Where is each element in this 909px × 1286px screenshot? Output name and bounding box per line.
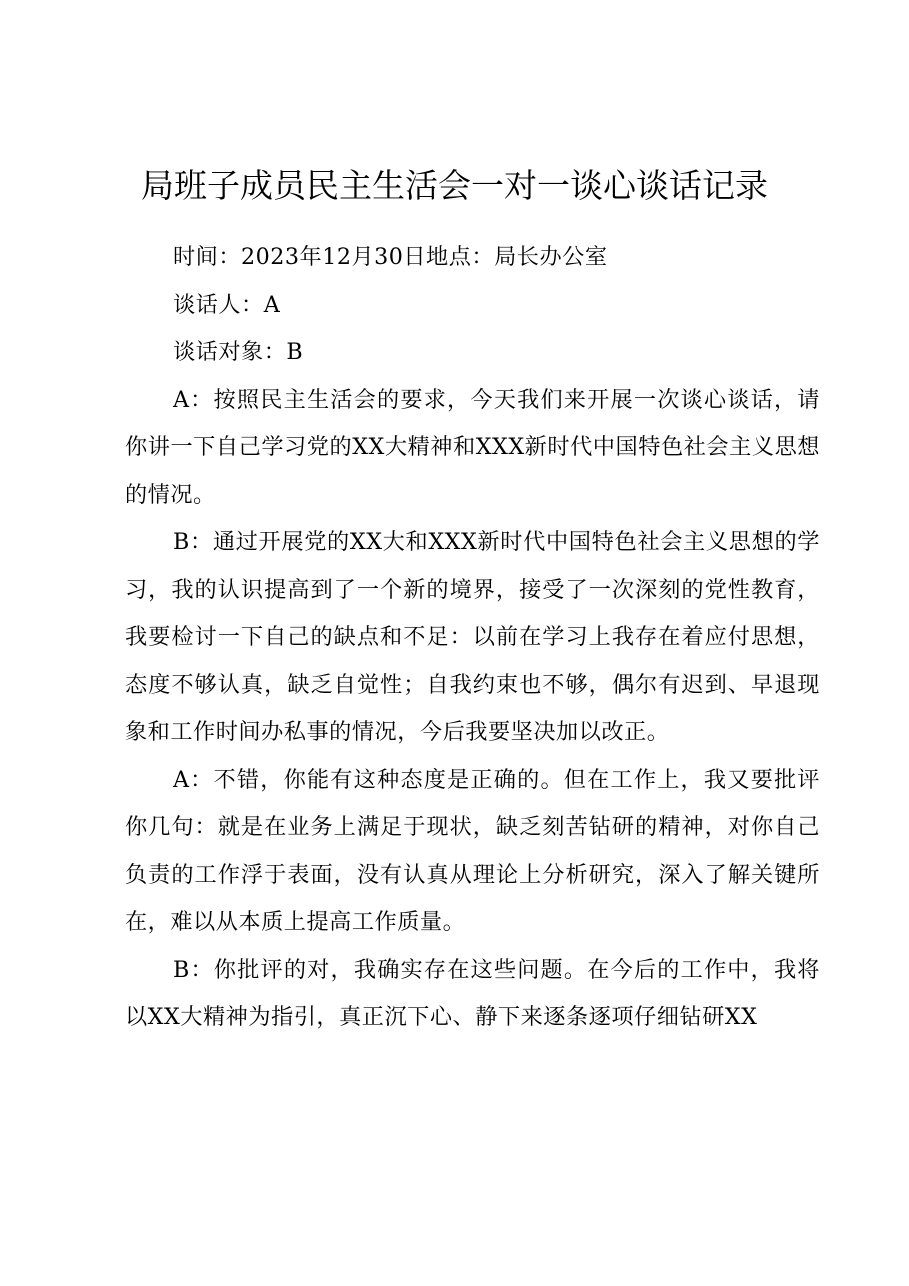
document-body: [125, 234, 820, 1042]
meeting-time-place: 时间：2023年12月30日地点：局长办公室: [173, 244, 608, 270]
dialogue-paragraph-4: B：你批评的对，我确实存在这些问题。在今后的工作中，我将以XX大精神为指引，真正沉下心、静下来逐条逐项仔细钻研XX: [125, 956, 820, 1030]
dialogue-paragraph-1: A：按照民主生活会的要求，今天我们来开展一次谈心谈话，请你讲一下自己学习党的XX大精神和XXX新时代中国特色社会主义思想的情况。: [125, 386, 820, 508]
meeting-speaker: 谈话人：A: [173, 291, 281, 318]
dialogue-paragraph-2: B：通过开展党的XX大和XXX新时代中国特色社会主义思想的学习，我的认识提高到了一个新的境界，接受了一次深刻的党性教育，我要检讨一下自己的缺点和不足：以前在学习上我存在着应付思想，态度不够认真，缺乏自觉性；自我约束也不够，偶尔有迟到、早退现象和工作时间办私事的情况，今后我要坚决加以改正。: [125, 529, 820, 745]
meeting-subject: 谈话对象：B: [173, 339, 304, 365]
document-title: 局班子成员民主生活会一对一谈心谈话记录: [141, 166, 768, 205]
dialogue-paragraph-3: A：不错，你能有这种态度是正确的。但在工作上，我又要批评你几句：就是在业务上满足于现状，缺乏刻苦钻研的精神，对你自己负责的工作浮于表面，没有认真从理论上分析研究，深入了解关键所在，难以从本质上提高工作质量。: [125, 766, 820, 935]
